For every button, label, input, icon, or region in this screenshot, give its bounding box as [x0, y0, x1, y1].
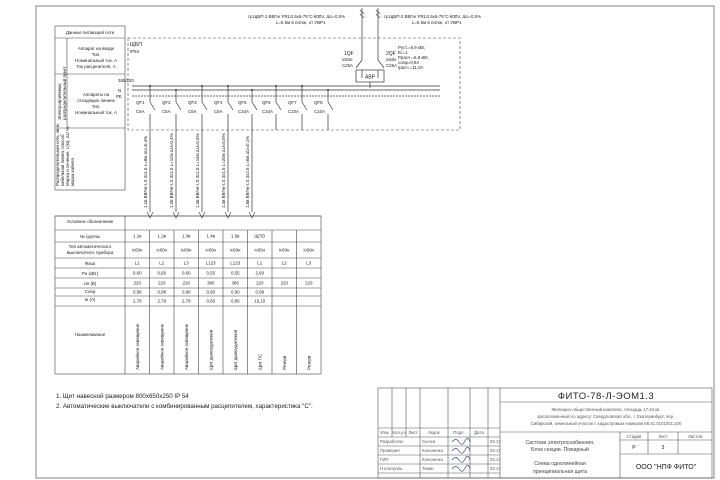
stamp-code: ФИТО-78-Л-ЭОМ1.3 — [557, 391, 655, 402]
table-cell: 0,85 — [230, 298, 240, 304]
panel-side-line: Электроприёмник — [57, 83, 62, 120]
power-info-line: Руст.=6,9 кВт, — [398, 45, 426, 50]
table-cell: 0,90 — [206, 289, 216, 295]
table-cell: 2,78 — [157, 298, 167, 304]
stamp-sheet-title: Схема однолинейная — [534, 461, 586, 467]
breaker-name: QF3 — [188, 100, 197, 105]
row-label-name: Наименование — [74, 332, 106, 337]
stamp-role: ГИП — [380, 457, 389, 462]
feed-cable-2: гр.ЩБП-2 ВВГнг FRLS 5х6-75°С-600V, ΔU=0,5% — [384, 14, 481, 19]
row-label-pn: Pн (кВт) — [81, 271, 99, 276]
row-label-cos: Cosφ — [84, 289, 96, 294]
branch-breaker — [314, 89, 333, 130]
stamp-system: Блок секции. Пожарный — [531, 447, 589, 453]
branch-breaker — [136, 85, 155, 218]
table-cell: ic60н — [279, 247, 290, 253]
table-cell: L2 — [281, 260, 287, 266]
breaker-curve: C10А — [288, 109, 299, 114]
table-cell: 1.2в — [157, 233, 166, 239]
stamp-object: Жилищно-общественный комплекс, площадь 17,64 кв. — [551, 407, 661, 412]
table-cell-name: Аварийное освещение — [134, 323, 140, 370]
table-cell: L3 — [306, 260, 312, 266]
table-cell: ic60н — [254, 247, 265, 253]
stamp-org: ООО "НПФ ФИТО" — [635, 464, 697, 471]
stamp-col-header: Лист — [408, 430, 418, 435]
feeder-arrow — [249, 212, 255, 218]
feeder-cable-label: 1.3в ВВГнг-LS 3х1.5 L=14м ΔU=0,5% — [195, 133, 200, 208]
stamp-row — [380, 438, 501, 444]
stamp-person: Кононенко — [422, 448, 444, 453]
input-breaker-1-rating: ic60н — [342, 57, 353, 62]
stamp-object: Сибирский, земельный участок с кадастровым номером 66:41:0101001:100 — [530, 421, 682, 426]
breaker-symbol — [202, 86, 207, 130]
table-cell: 2,60 — [255, 270, 265, 276]
wiring-line: марка кабеля — [70, 158, 75, 186]
table-cell: ic60н — [230, 247, 241, 253]
table-cell-name: Аварийное освещение — [159, 323, 165, 370]
outgoing-labels — [75, 92, 117, 115]
wiring-label — [55, 123, 75, 186]
panel-ip: IP54 — [130, 49, 140, 54]
data-table — [55, 216, 321, 374]
breaker-curve: C10А — [314, 109, 325, 114]
feed-cable-2-length: L=5 5м в лотке, от УВР1 — [412, 20, 462, 25]
stamp-sheet-title: принципиальная щита — [532, 469, 588, 475]
stamp-person: Сычев — [422, 439, 436, 444]
feeding-net-label: Данные питающей сети — [65, 30, 115, 35]
input-device-line: Аппарат на вводе — [77, 46, 115, 51]
breaker-symbol — [228, 86, 233, 130]
stamp-stage-header: Стадия — [626, 434, 642, 439]
input-breaker-1-name: 1QF — [344, 51, 354, 57]
table-cell: 2,78 — [132, 298, 142, 304]
table-cell: L1 — [257, 260, 263, 266]
table-cell: 0,98 — [157, 289, 167, 295]
stamp-object: расположенный по адресу: Свердловская обл., г. Екатеринбург, пер. — [537, 414, 675, 419]
stamp-col-header: №док — [428, 430, 440, 435]
table-cell: L1 — [134, 260, 140, 266]
table-cell: 220 — [256, 280, 264, 286]
table-cell: 380 — [231, 280, 239, 286]
breaker-name: QF5 — [238, 100, 247, 105]
table-cell: L123 — [230, 260, 241, 266]
breaker-name: QF7 — [288, 100, 297, 105]
signature-scribble — [452, 438, 470, 444]
row-label-phase: Фаза — [84, 261, 96, 266]
table-cell: ic60н — [181, 247, 192, 253]
branch-breaker — [288, 85, 307, 130]
table-cell: 220 — [305, 280, 313, 286]
table-cell: ЩПО — [254, 233, 266, 239]
stamp-sheet-header: Лист — [658, 434, 668, 439]
panel-side-line: распределительный пункт — [62, 66, 67, 120]
outgoing-line: Тип, — [91, 104, 101, 109]
table-cell: 0,98 — [181, 289, 191, 295]
breaker-name: QF2 — [162, 100, 171, 105]
branch-breaker — [262, 85, 281, 130]
breaker-curve: C10А — [262, 109, 273, 114]
feed-cables — [248, 8, 481, 48]
table-cell: ic60н — [205, 247, 216, 253]
branch-breaker — [214, 85, 233, 218]
input-breaker-1-curve: C25А — [342, 63, 353, 68]
feeder-cable-label: 1.2в ВВГнг-LS 3х1.5 L=12м ΔU=0,4% — [169, 133, 174, 208]
bus-voltage: 380/220 — [118, 78, 134, 83]
breaker-symbol — [276, 86, 281, 130]
table-cell: L2 — [159, 260, 165, 266]
stamp-row — [380, 465, 501, 471]
input-device-line: Тип, — [91, 52, 101, 57]
table-cell: 220 — [280, 280, 288, 286]
panel-side-label — [57, 67, 67, 120]
table-cell-name: Резерв — [281, 355, 287, 370]
wiring-line: кабельная линия, способ — [60, 134, 65, 186]
row-label-type: выключателя, прибора — [66, 250, 114, 255]
stamp-col-header: Кол.уч — [392, 430, 406, 435]
stamp-person: Кононенко — [422, 457, 444, 462]
stamp-sheet: 3 — [661, 445, 665, 451]
table-cell: 1.3в — [182, 233, 191, 239]
table-cell: 220 — [158, 280, 166, 286]
feed-cable-1: гр.ЩБП-1 ВВГнг FRLS 5х6-75°С-600V, ΔU=0,5% — [248, 14, 345, 19]
stamp-col-header: Дата — [474, 430, 484, 435]
note-1: 1. Щит навесной размером 800х650х250 IP 54 — [56, 393, 189, 400]
feed-cable-1-length: L=5 5м в лотке, от УВР1 — [276, 20, 326, 25]
power-info-line: Ррасч.=6,9 кВт, — [398, 55, 429, 60]
feeder-arrow — [147, 212, 153, 218]
outgoing-line: Номинальный ток, А — [75, 110, 117, 115]
breaker-name: QF6 — [262, 100, 271, 105]
power-info — [398, 45, 429, 70]
breaker-symbol — [150, 86, 155, 130]
table-cell-name: Щит дымоудаления — [232, 329, 238, 370]
breaker-name: QF4 — [214, 100, 223, 105]
stamp-date: 03.17 — [490, 448, 501, 453]
input-breaker-2-curve: C25А — [386, 63, 397, 68]
breaker-curve: C6А — [136, 109, 145, 114]
branch-breaker — [238, 89, 257, 218]
power-info-line: Iрасч.=11,0А — [398, 65, 424, 70]
row-label-type: Тип автоматического — [68, 244, 112, 249]
table-cell: 0,55 — [230, 270, 240, 276]
power-info-line: cosφ=0,94 — [398, 60, 419, 65]
bus-n-label: N — [118, 88, 122, 93]
input-device-line: Ток расцепителя, А — [76, 64, 116, 69]
table-cell: 0,55 — [206, 270, 216, 276]
branch-breakers — [136, 85, 333, 218]
table-cell: 0,98 — [132, 289, 142, 295]
table-cell: 0,98 — [255, 289, 265, 295]
table-cell: L3 — [183, 260, 189, 266]
breaker-name: QF8 — [314, 100, 323, 105]
note-2: 2. Автоматические выключатели с комбинированным расцепителем, характеристика "С". — [56, 403, 313, 410]
stamp-role: Проверил — [380, 448, 400, 453]
table-cell: 1.5в — [231, 233, 240, 239]
table-cell-name: Щит дымоудаления — [208, 329, 214, 370]
signature-scribble — [452, 456, 470, 462]
bus-pe-label: PE — [116, 94, 122, 99]
table-cell: 220 — [133, 280, 141, 286]
row-label-un: Uн (В) — [83, 281, 97, 286]
table-cell: ic60н — [132, 247, 143, 253]
stamp-row — [380, 447, 501, 453]
feeder-arrow — [173, 212, 179, 218]
outgoing-line: Аппараты на — [82, 92, 110, 97]
stamp-col-header: Подп. — [453, 430, 465, 435]
table-cell: 380 — [207, 280, 215, 286]
signature-scribble — [452, 465, 470, 471]
stamp-row — [380, 456, 501, 462]
breaker-symbol — [302, 86, 307, 130]
branch-breaker — [188, 85, 207, 218]
table-cell: 10,10 — [254, 298, 266, 304]
avr-block: АВР — [364, 74, 376, 81]
input-device-line: Номинальный ток, А — [75, 58, 117, 63]
input-device-labels — [75, 46, 117, 69]
table-cell: 0,90 — [230, 289, 240, 295]
feeder-cable-label: 1.1в ВВГнг-LS 3х1.5 L=8м ΔU=0,4% — [143, 135, 148, 208]
feeder-arrow — [225, 212, 231, 218]
table-cell: ic60н — [156, 247, 167, 253]
table-cell: L123 — [205, 260, 216, 266]
wiring-line: Марка и сечение, L(м), ΔU %, — [65, 125, 70, 186]
feeder-arrow — [199, 212, 205, 218]
stamp-col-header: Изм. — [380, 430, 390, 435]
feeder-cable-label: 1.5в ВВГнг-LS 3х2.5 L=6м ΔU=0,1% — [245, 135, 250, 208]
stamp-role: Разработал — [380, 439, 404, 444]
stamp-role: Н.контроль — [380, 466, 403, 471]
wiring-line: Распределительная сеть, кв.м. — [55, 123, 60, 186]
panel-enclosure — [128, 38, 460, 130]
table-cell: 0,60 — [132, 270, 142, 276]
legend-header: Условное обозначение — [66, 219, 114, 224]
busbars — [132, 86, 440, 96]
table-cell-name: Резерв — [306, 355, 312, 370]
outgoing-line: отходящих линиях — [77, 98, 115, 103]
breaker-curve: C10А — [238, 109, 249, 114]
breaker-curve: C6А — [188, 109, 197, 114]
breaker-curve: C6А — [214, 109, 223, 114]
table-cell-name: Щит ПС — [257, 353, 263, 370]
input-breaker-2-name: 2QF — [386, 51, 396, 57]
input-section — [356, 48, 384, 88]
table-cell-name: Аварийное освещение — [183, 323, 189, 370]
table-cell: 1.4в — [206, 233, 215, 239]
table-cell: 220 — [182, 280, 190, 286]
table-cell: 0,85 — [206, 298, 216, 304]
stamp-stage: Р — [632, 445, 636, 451]
feeder-cable-label: 1.4в ВВГнг-LS 3х1.5 L=20м ΔU=0,6% — [221, 133, 226, 208]
row-label-group: № группы — [79, 234, 101, 239]
breaker-curve: C6А — [162, 109, 171, 114]
power-info-line: Кс=1 — [398, 50, 408, 55]
table-cell: 0,60 — [157, 270, 167, 276]
stamp-date: 03.17 — [490, 439, 501, 444]
row-label-in: Iн (А) — [84, 297, 96, 302]
stamp-date: 03.17 — [490, 466, 501, 471]
stamp-person: Тикин — [422, 466, 434, 471]
branch-breaker — [162, 89, 181, 218]
breaker-name: QF1 — [136, 100, 145, 105]
stamp-date: 03.17 — [490, 457, 501, 462]
stamp-sheets-header: Листов — [688, 434, 702, 439]
table-cell: 1.1в — [133, 233, 142, 239]
table-cell: 2,78 — [181, 298, 191, 304]
stamp-col-headers — [380, 430, 484, 435]
signature-scribble — [452, 447, 470, 453]
stamp-system: Система электроснабжения. — [525, 440, 595, 446]
panel-name: ЩБП — [130, 42, 142, 48]
input-breaker-2-rating: ic60н — [386, 57, 397, 62]
table-cell: 0,60 — [181, 270, 191, 276]
table-cell: ic60н — [303, 247, 314, 253]
